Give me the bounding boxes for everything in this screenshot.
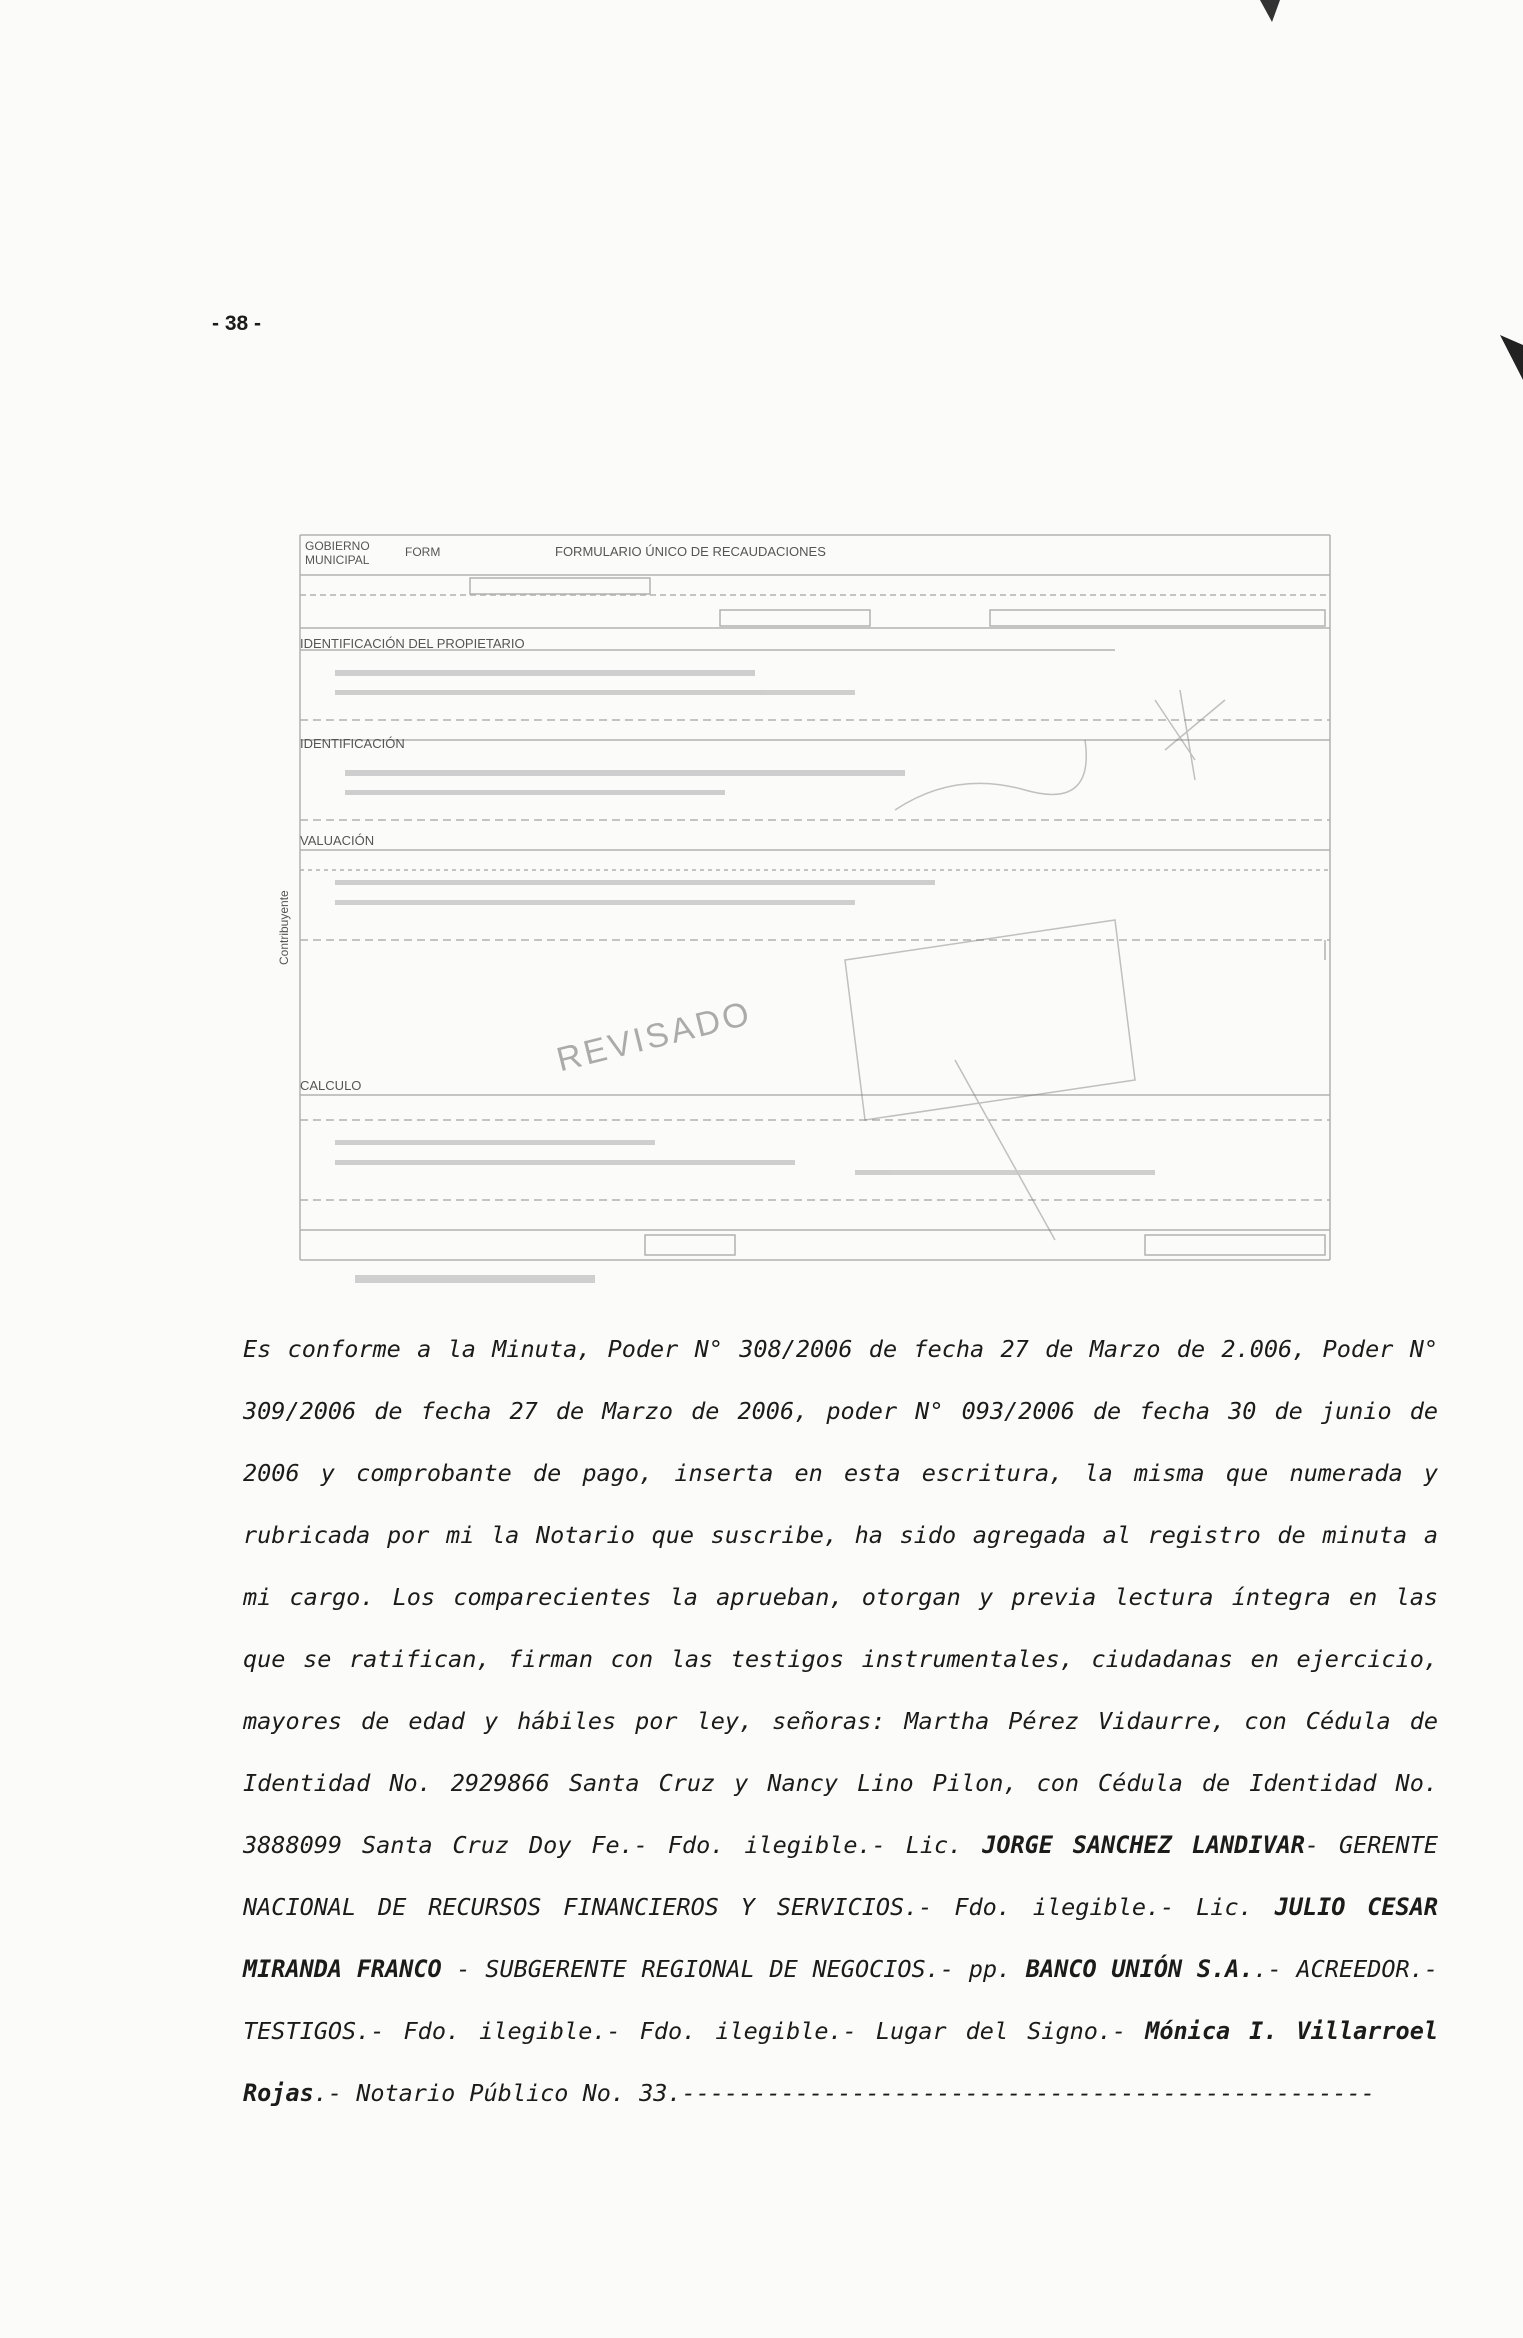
text-part-4: .- ACREEDOR.- TESTIGOS.- Fdo. ilegible.- Fdo. ilegible.- Lugar del Signo.- — [243, 1955, 1438, 2045]
revised-stamp — [553, 994, 756, 1079]
text-part-2: - GERENTE NACIONAL DE RECURSOS FINANCIEROS Y SERVICIOS.- Fdo. ilegible.- Lic. — [243, 1831, 1438, 1921]
scan-artifact-right — [1500, 335, 1523, 385]
form-section-calculation: CALCULO — [300, 1078, 362, 1093]
name-julio-miranda: JULIO CESAR MIRANDA FRANCO — [243, 1893, 1438, 1983]
form-section-owner: IDENTIFICACIÓN DEL PROPIETARIO — [300, 636, 525, 651]
name-banco-union: BANCO UNIÓN S.A. — [1025, 1955, 1254, 1983]
text-part-1: Es conforme a la Minuta, Poder N° 308/2006 de fecha 27 de Marzo de 2.006, Poder N° 309/2006 de fecha 27 de Marzo de 2006, poder N° 093/2006 de fecha 30 de junio de 2006 y comprobante de pago, inserta en esta escritura, la misma que numerada y rubricada por mi la Notario que suscribe, ha sido agregada al registro de minuta a mi cargo. Los comparecientes la aprueban, otorgan y previa lectura íntegra en las que se ratifican, firman con las testigos instrumentales, ciudadanas en ejercicio, mayores de edad y hábiles por ley, señoras: Martha Pérez Vidaurre, con Cédula de Identidad No. 2929866 Santa Cruz y Nancy Lino Pilon, con Cédula de Identidad No. 3888099 Santa Cruz Doy Fe.- Fdo. ilegible.- Lic. — [243, 1335, 1438, 1859]
form-header-left-1: GOBIERNO — [305, 539, 370, 553]
form-header-code: FORM — [405, 545, 441, 559]
form-section-valuation: VALUACIÓN — [300, 833, 375, 848]
form-header-title: FORMULARIO ÚNICO DE RECAUDACIONES — [555, 544, 826, 559]
name-monica-villarroel: Mónica I. Villarroel Rojas — [243, 2017, 1438, 2107]
text-part-5: .- Notario Público No. 33.------------------------------------------------- — [313, 2079, 1375, 2107]
form-header-left-2: MUNICIPAL — [305, 553, 370, 567]
name-jorge-sanchez: JORGE SANCHEZ LANDIVAR — [982, 1831, 1305, 1859]
embedded-payment-form — [255, 520, 1345, 1300]
text-part-3: - SUBGERENTE REGIONAL DE NEGOCIOS.- pp. — [441, 1955, 1026, 1983]
page-number: - 38 - — [212, 312, 262, 335]
stamp-text: REVISADO — [552, 994, 756, 1080]
scan-artifact-top — [1250, 0, 1290, 30]
notarial-text — [243, 1318, 1438, 2124]
form-section-identification: IDENTIFICACIÓN — [300, 736, 405, 751]
form-side-label: Contribuyente — [277, 890, 291, 965]
